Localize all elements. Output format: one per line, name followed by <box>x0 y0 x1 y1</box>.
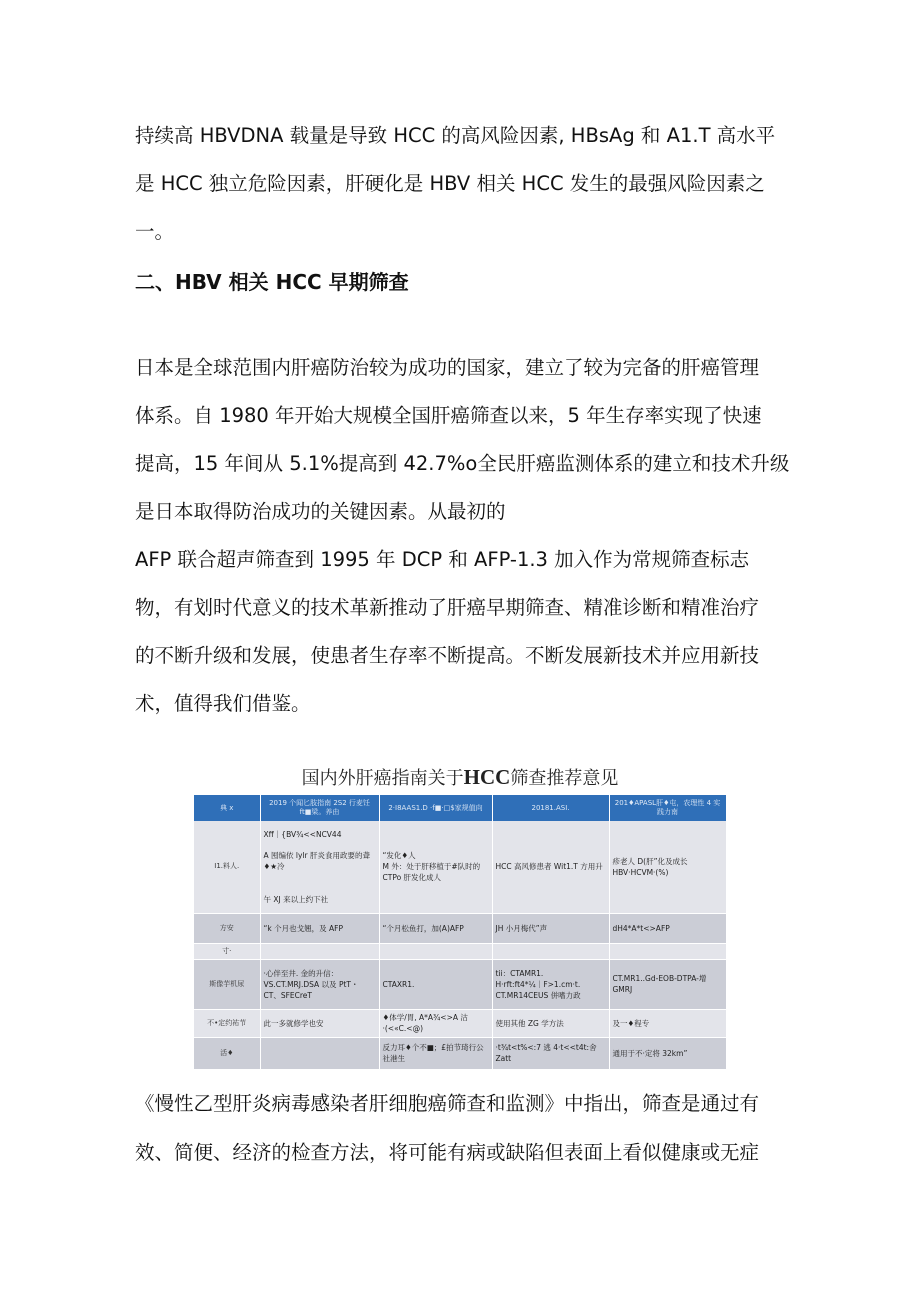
text-line: 一。 <box>135 220 175 243</box>
cell-text: “个月松鱼打，加(A)AFP <box>382 923 464 933</box>
row-label: 活♦ <box>194 1037 260 1069</box>
table-cell <box>492 1037 609 1069</box>
text-line: 体系。自 1980 年开始大规模全国肝癌筛查以来，5 年生存率实现了快速 <box>135 404 762 427</box>
table-row <box>194 943 726 959</box>
table-cell <box>379 943 492 959</box>
cell-text: tii：CTAMR1. <box>495 968 544 978</box>
caption-text: 国内外肝癌指南关于 <box>301 768 464 789</box>
table-cell <box>492 1009 609 1037</box>
caption-text: 筛查推荐意见 <box>510 768 619 789</box>
cell-text: 疹老人 D(肝”化及成长 HBV·HCVM·(%) <box>612 856 688 877</box>
table-cell <box>260 1009 379 1037</box>
paragraph-risk-factors <box>135 112 795 256</box>
table-cell <box>260 959 379 1009</box>
cell-text: 及一♦程专 <box>612 1018 650 1028</box>
paragraph-screening-definition <box>135 1079 795 1177</box>
table-cell <box>260 913 379 943</box>
header-cell: 201♦APASL肝♦屯，农理性 4 实践力南 <box>609 795 726 821</box>
header-cell: 典 x <box>194 795 260 821</box>
table-cell <box>379 1009 492 1037</box>
table-cell <box>379 821 492 913</box>
text-line: 是日本取得防治成功的关键因素。从最初的 <box>135 500 506 523</box>
table-header-row <box>194 795 726 821</box>
text-line: 持续高 HBVDNA 载量是导致 HCC 的高风险因素, HBsAg 和 A1.T 高水平 <box>135 124 776 147</box>
cell-text: 此一多就修学也安 <box>263 1018 324 1028</box>
table-cell <box>609 821 726 913</box>
table-cell <box>609 1037 726 1069</box>
row-label: 方安 <box>194 913 260 943</box>
table-cell <box>492 943 609 959</box>
header-cell: 2·I8AAS1.D ·f■·□$家规值向 <box>379 795 492 821</box>
table-cell <box>609 913 726 943</box>
table-cell <box>379 1037 492 1069</box>
row-label: I1.料人. <box>194 821 260 913</box>
table-cell <box>609 943 726 959</box>
table-cell <box>492 821 609 913</box>
caption-bold: HCC <box>463 765 511 789</box>
table-cell <box>379 913 492 943</box>
cell-text: CT.MR14CEUS 併嗜力政 <box>495 990 581 1000</box>
table-row <box>194 821 726 913</box>
cell-text: ·t¾t<t%<:7 逃 4·t<<t4t:舍 Zatt <box>495 1043 597 1063</box>
cell-text: CTAXR1. <box>382 979 415 989</box>
cell-text: ·心伴至井. 金的升信： <box>263 968 339 978</box>
header-cell: 2019 个闻匕肢指南 2S2 行麦饪 ft■梁。养由 <box>260 795 379 821</box>
section-heading: 二、HBV 相关 HCC 早期筛查 <box>135 270 409 294</box>
text-line: 日本是全球范围内肝癌防治较为成功的国家，建立了较为完备的肝癌管理 <box>135 356 760 379</box>
text-line: 《慢性乙型肝炎病毒感染者肝细胞癌筛查和监测》中指出，筛查是通过有 <box>135 1092 760 1115</box>
cell-text: ♦体学/胃, A*A¾<>A 沽·(<«C.<@) <box>382 1013 468 1033</box>
cell-text: H·rft:ft4*¼｜F>1.cm·t. <box>495 979 581 989</box>
cell-text: M 外：处于肝移植于#队时的 CTPo 肝发化成人 <box>382 862 481 883</box>
table-caption <box>0 762 920 794</box>
table-cell <box>260 1037 379 1069</box>
table-row <box>194 959 726 1009</box>
table-cell <box>492 959 609 1009</box>
cell-text: A 囤编依 lylr 肝炎食用政要的聋♦★冷 <box>263 850 370 871</box>
paragraph-japan-experience <box>135 344 795 728</box>
cell-text: 使用其他 ZG 学方法 <box>495 1018 564 1028</box>
cell-text: CT.MR1..Gd-EOB-DTPA-增 GMRJ <box>612 974 707 994</box>
table-cell <box>260 943 379 959</box>
guideline-table <box>194 795 727 1070</box>
text-line: 术，值得我们借鉴。 <box>135 692 311 715</box>
row-label: 斯像芋机尿 <box>194 959 260 1009</box>
text-line: AFP 联合超声筛查到 1995 年 DCP 和 AFP-1.3 加入作为常规筛查标志 <box>135 548 750 571</box>
cell-text: 反力耳♦个不■；£拍节琦行公社港生 <box>382 1043 484 1063</box>
header-cell: 20181.ASI. <box>492 795 609 821</box>
table-row <box>194 1009 726 1037</box>
cell-text: 午 XJ 来以上约下社 <box>263 894 329 904</box>
cell-text: Xff｜{BV¾<<NCV44 <box>263 829 342 839</box>
cell-text: “k 个月也戈翘，及 AFP <box>263 923 343 933</box>
cell-text: JH 小月梅代”声 <box>495 923 548 933</box>
text-line: 提高，15 年间从 5.1%提高到 42.7%o全民肝癌监测体系的建立和技术升级 <box>135 452 790 475</box>
row-label: 寸· <box>194 943 260 959</box>
text-line: 效、简便、经济的检查方法，将可能有病或缺陷但表面上看似健康或无症 <box>135 1141 760 1164</box>
cell-text: HCC 高风修患者 Wit1.T 方用升 <box>495 862 603 872</box>
cell-text: dH4*A*t<>AFP <box>612 923 670 933</box>
table-cell <box>260 821 379 913</box>
cell-text: “发化♦人 <box>382 851 416 861</box>
cell-text: VS.CT.MRJ.DSA 以及 PtT・CT、SFECreT <box>263 979 359 1000</box>
table-row <box>194 1037 726 1069</box>
text-line: 物，有划时代意义的技术革新推动了肝癌早期筛查、精准诊断和精准治疗 <box>135 596 760 619</box>
table-cell <box>379 959 492 1009</box>
text-line: 是 HCC 独立危险因素，肝硬化是 HBV 相关 HCC 发生的最强风险因素之 <box>135 172 765 195</box>
table-cell <box>609 1009 726 1037</box>
table-row <box>194 913 726 943</box>
cell-text: 通用于不·定将 32km” <box>612 1048 688 1058</box>
table-cell <box>492 913 609 943</box>
row-label: 不•定约祐节 <box>194 1009 260 1037</box>
text-line: 的不断升级和发展，使患者生存率不断提高。不断发展新技术并应用新技 <box>135 644 760 667</box>
table-cell <box>609 959 726 1009</box>
